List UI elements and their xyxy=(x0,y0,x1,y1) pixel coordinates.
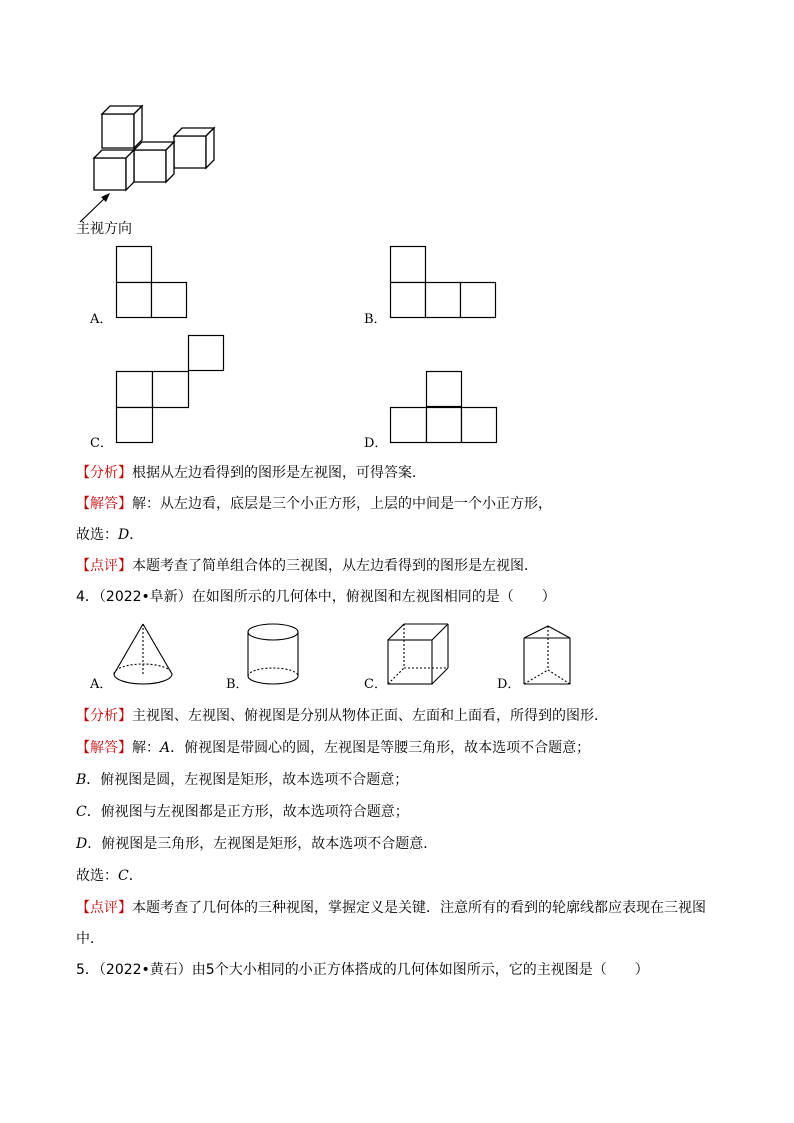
option-b-label: B． xyxy=(364,312,387,327)
q4-comment-cont: 中． xyxy=(76,931,104,947)
q4-answer-d xyxy=(76,834,437,854)
option-c-label: C． xyxy=(90,436,113,451)
choice-letter: D xyxy=(118,527,130,543)
analysis-tag: 【分析】 xyxy=(76,708,132,724)
answer-intro: 解： xyxy=(132,740,160,756)
q4-analysis xyxy=(76,706,608,726)
comment-text: 本题考查了几何体的三种视图，掌握定义是关键．注意所有的看到的轮廓线都应表现在三视图 xyxy=(132,900,706,916)
analysis-text: 主视图、左视图、俯视图是分别从物体正面、左面和上面看，所得到的图形． xyxy=(132,708,608,724)
comment-tag: 【点评】 xyxy=(76,558,132,574)
answer-tag: 【解答】 xyxy=(76,496,132,512)
answer-text: 解：从左边看，底层是三个小正方形，上层的中间是一个小正方形， xyxy=(132,496,552,512)
cone-figure xyxy=(112,622,176,688)
analysis-tag: 【分析】 xyxy=(76,465,132,481)
option-d-label: D． xyxy=(364,436,388,451)
q3-answer xyxy=(76,494,552,514)
cube-figure xyxy=(386,622,452,688)
choice-letter: C xyxy=(118,868,129,884)
answer-c-letter: C xyxy=(76,804,87,820)
option-a-figure xyxy=(116,246,190,320)
cylinder-figure xyxy=(246,622,304,688)
answer-d-text: ．俯视图是三角形，左视图是矩形，故本选项不合题意． xyxy=(87,836,438,852)
cube-stack-figure xyxy=(74,100,224,235)
answer-a-letter: A xyxy=(160,740,171,756)
option-a-label: A． xyxy=(90,312,113,327)
option-d-figure xyxy=(390,371,500,445)
choice-prefix: 故选： xyxy=(76,868,118,884)
q4-choice xyxy=(76,866,143,886)
choice-prefix: 故选： xyxy=(76,527,118,543)
q4-stem: 4．（2022•阜新）在如图所示的几何体中，俯视图和左视图相同的是（ ） xyxy=(76,589,556,605)
option-b-figure xyxy=(390,246,500,320)
analysis-text: 根据从左边看得到的图形是左视图，可得答案． xyxy=(132,465,426,481)
q5-stem: 5．（2022•黄石）由5个大小相同的小正方体搭成的几何体如图所示，它的主视图是（ ） xyxy=(76,962,649,978)
q4-comment xyxy=(76,898,706,918)
q4-answer-c xyxy=(76,802,409,822)
q4-option-c-label: C． xyxy=(364,677,387,692)
answer-b-text: ．俯视图是圆，左视图是矩形，故本选项不合题意； xyxy=(86,772,409,788)
q4-option-b-label: B． xyxy=(226,677,249,692)
answer-a-text: ．俯视图是带圆心的圆，左视图是等腰三角形，故本选项不合题意； xyxy=(170,740,591,756)
answer-tag: 【解答】 xyxy=(76,740,132,756)
q4-answer-b xyxy=(76,770,408,790)
q3-analysis xyxy=(76,463,426,483)
q3-choice xyxy=(76,525,143,545)
q4-option-a-label: A． xyxy=(90,677,113,692)
q4-option-d-label: D． xyxy=(497,677,521,692)
prism-figure xyxy=(520,622,574,688)
comment-tag: 【点评】 xyxy=(76,900,132,916)
answer-c-text: ．俯视图与左视图都是正方形，故本选项符合题意； xyxy=(86,804,409,820)
choice-suffix: ． xyxy=(128,868,143,884)
answer-b-letter: B xyxy=(76,772,87,788)
comment-text: 本题考查了简单组合体的三视图，从左边看得到的图形是左视图． xyxy=(132,558,538,574)
view-direction-label: 主视方向 xyxy=(76,221,132,237)
q3-comment xyxy=(76,556,538,576)
q4-answer xyxy=(76,738,590,758)
answer-d-letter: D xyxy=(76,836,88,852)
option-c-figure xyxy=(116,335,228,445)
choice-suffix: ． xyxy=(129,527,144,543)
